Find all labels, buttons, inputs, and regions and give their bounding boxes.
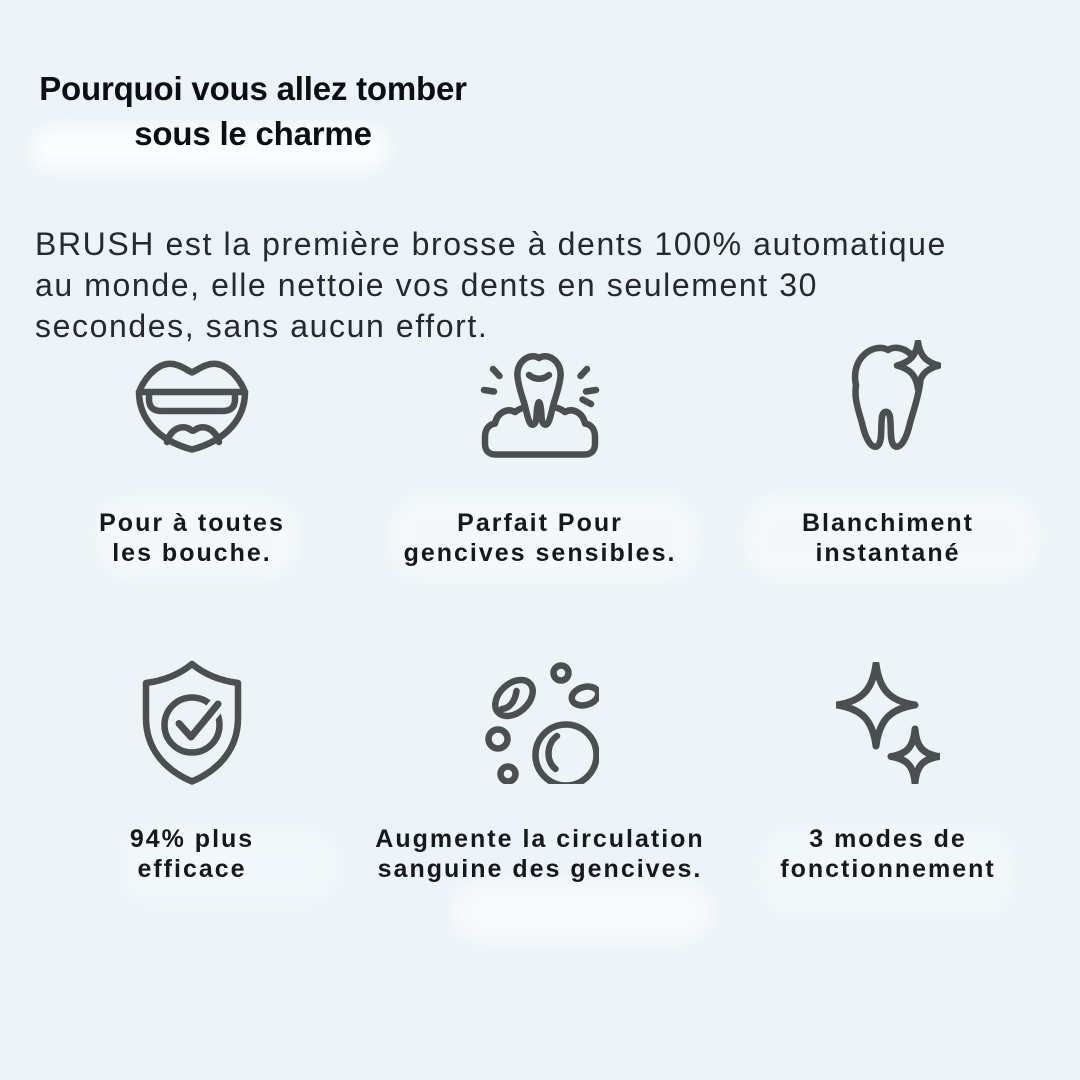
feature-modes (714, 650, 1062, 884)
tooth-on-gums-icon (478, 336, 602, 472)
shield-check-icon (137, 650, 247, 796)
ghost-watermark (452, 882, 714, 942)
feature-circulation (366, 650, 714, 884)
feature-label: Blanchiment instantané (801, 509, 975, 567)
feature-label: Augmente la circulation sanguine des gencives. (375, 825, 705, 883)
intro-line: BRUSH est la première brosse à dents 100% automatique (35, 226, 947, 262)
feature-grid-row-2 (18, 650, 1062, 884)
intro-line: au monde, elle nettoie vos dents en seulement 30 (35, 267, 819, 303)
feature-grid-row-1 (18, 336, 1062, 568)
title-line-2: sous le charme (134, 115, 372, 153)
page-title (37, 66, 469, 156)
feature-sensitive-gums (366, 336, 714, 568)
feature-label: 94% plus efficace (129, 825, 255, 883)
intro-paragraph (35, 224, 947, 347)
feature-label: Parfait Pour gencives sensibles. (403, 509, 677, 567)
sparkles-icon (836, 650, 940, 796)
feature-whitening (714, 336, 1062, 568)
mouth-icon (132, 336, 252, 472)
feature-label: Pour à toutes les bouche. (99, 509, 285, 567)
feature-mouth (18, 336, 366, 568)
blood-cells-icon (481, 650, 599, 796)
intro-line: secondes, sans aucun effort. (35, 308, 489, 344)
feature-label: 3 modes de fonctionnement (780, 825, 996, 883)
feature-efficiency (18, 650, 366, 884)
tooth-sparkle-icon (835, 336, 941, 472)
title-line-1: Pourquoi vous allez tomber (39, 70, 467, 108)
